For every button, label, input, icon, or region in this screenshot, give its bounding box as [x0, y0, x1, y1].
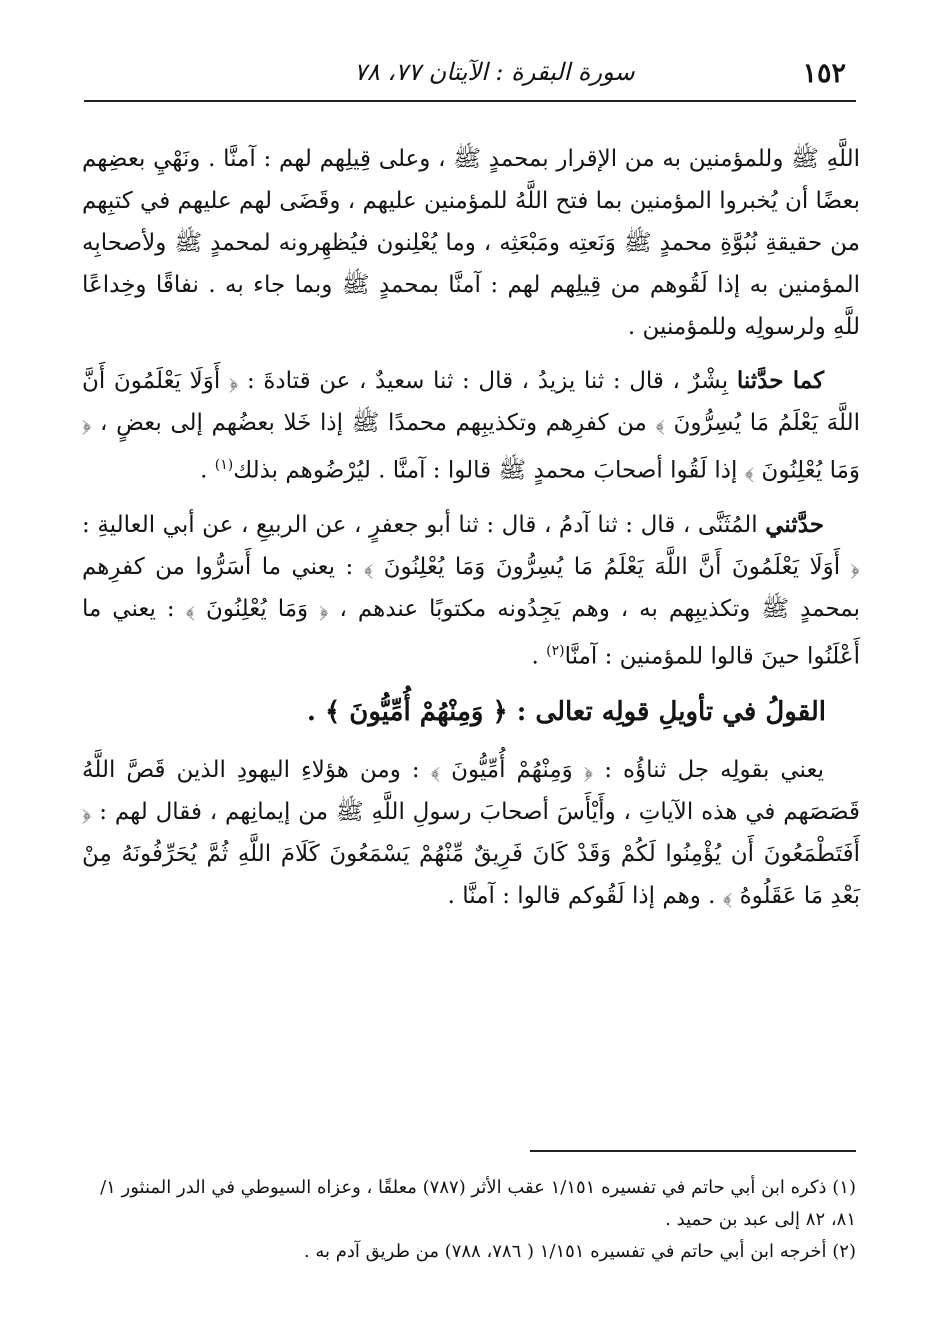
footnote-2: (٢) أخرجه ابن أبي حاتم في تفسيره ١/١٥١ ( ٧٨٦، ٧٨٨) من طريق آدم به .	[303, 1241, 856, 1262]
header-divider	[84, 100, 856, 102]
paragraph-3-text: المُثَنَّى ، قال : ثنا آدمُ ، قال : ثنا أبو جعفرٍ ، عن الربيعِ ، عن أبي العاليةِ : ﴿ أَوَلَا يَعْلَمُونَ أَنَّ اللَّهَ يَعْلَمُ مَا يُسِرُّونَ وَمَا يُعْلِنُونَ ﴾ : يعني ما أَسَرُّوا من كفرِهم بمحمدٍ ﷺ وتكذيبِهم به ، وهم يَجِدُونه مكتوبًا عندهم ، ﴿ وَمَا يُعْلِنُونَ ﴾ : يعني ما أَعْلَنُوا حينَ قالوا للمؤمنين : آمنَّا	[82, 511, 860, 670]
footnote-divider	[530, 1150, 856, 1152]
paragraph-4: يعني بقولِه جل ثناؤُه : ﴿ وَمِنْهُمْ أُمِّيُّونَ ﴾ : ومن هؤلاءِ اليهودِ الذين قَصَّ اللَّهُ قَصَصَهم في هذه الآياتِ ، وأَيْأَسَ أصحابَ رسولِ اللَّهِ ﷺ من إيمانِهم ، فقال لهم : ﴿ أَفَتَطْمَعُونَ أَن يُؤْمِنُوا لَكُمْ وَقَدْ كَانَ فَرِيقٌ مِّنْهُمْ يَسْمَعُونَ كَلَامَ اللَّهِ ثُمَّ يُحَرِّفُونَهُ مِنْ بَعْدِ مَا عَقَلُوهُ ﴾ . وهم إذا لَقُوكم قالوا : آمنَّا .	[82, 757, 860, 910]
isnad-lead: كما حدَّثنا	[736, 367, 825, 394]
paragraph-3	[82, 504, 860, 678]
footnote-1: (١) ذكره ابن أبي حاتم في تفسيره ١/١٥١ عقب الأثر (٧٨٧) معلقًا ، وعزاه السيوطي في الدر المنثور ١/ ٨١، ٨٢ إلى عبد بن حميد .	[100, 1177, 856, 1230]
footnote-ref-1[interactable]: (١)	[214, 457, 234, 473]
footnote-ref-2[interactable]: (٢)	[546, 642, 565, 659]
paragraph-3-end: .	[531, 643, 547, 670]
running-head: سورة البقرة : الآيتان ٧٧، ٧٨	[354, 58, 635, 86]
paragraph-2-text: بِشْرٌ ، قال : ثنا يزيدُ ، قال : ثنا سعيدٌ ، عن قتادةَ : ﴿ أَوَلَا يَعْلَمُونَ أَنَّ اللَّهَ يَعْلَمُ مَا يُسِرُّونَ ﴾ من كفرِهم وتكذيبِهم محمدًا ﷺ إذا خَلا بعضُهم إلى بعضٍ ، ﴿ وَمَا يُعْلِنُونَ ﴾ إذا لَقُوا أصحابَ محمدٍ ﷺ قالوا : آمنَّا . ليُرْضُوهم بذلك	[82, 368, 860, 484]
paragraph-2	[82, 360, 860, 492]
main-text	[82, 138, 860, 929]
section-heading: القولُ في تأويلِ قولِه تعالى : ﴿ وَمِنْهُمْ أُمِّيُّونَ ﴾ .	[306, 697, 826, 728]
page-number: ١٥٢	[802, 58, 846, 89]
paragraph-2-end: .	[200, 457, 215, 484]
paragraph-1: اللَّهِ ﷺ وللمؤمنين به من الإقرار بمحمدٍ ﷺ ، وعلى قِيلِهم لهم : آمنَّا . ونَهْيِ بعضِهم بعضًا أن يُخبروا المؤمنين بما فتح اللَّهُ للمؤمنين عليهم ، وقَضَى لهم عليهم في كتبِهم من حقيقةِ نُبُوَّةِ محمدٍ ﷺ وَنَعتِه ومَبْعَثِه ، وما يُعْلِنون فيُظهِرونه لمحمدٍ ﷺ ولأصحابِه المؤمنين به إذا لَقُوهم من قِيلِهم لهم : آمنَّا بمحمدٍ ﷺ وبما جاء به . نفاقًا وخِداعًا للَّهِ ولرسولِه وللمؤمنين .	[82, 146, 860, 340]
isnad-lead: حدَّثني	[765, 510, 824, 538]
page-header	[84, 52, 856, 92]
footnotes	[82, 1172, 856, 1268]
